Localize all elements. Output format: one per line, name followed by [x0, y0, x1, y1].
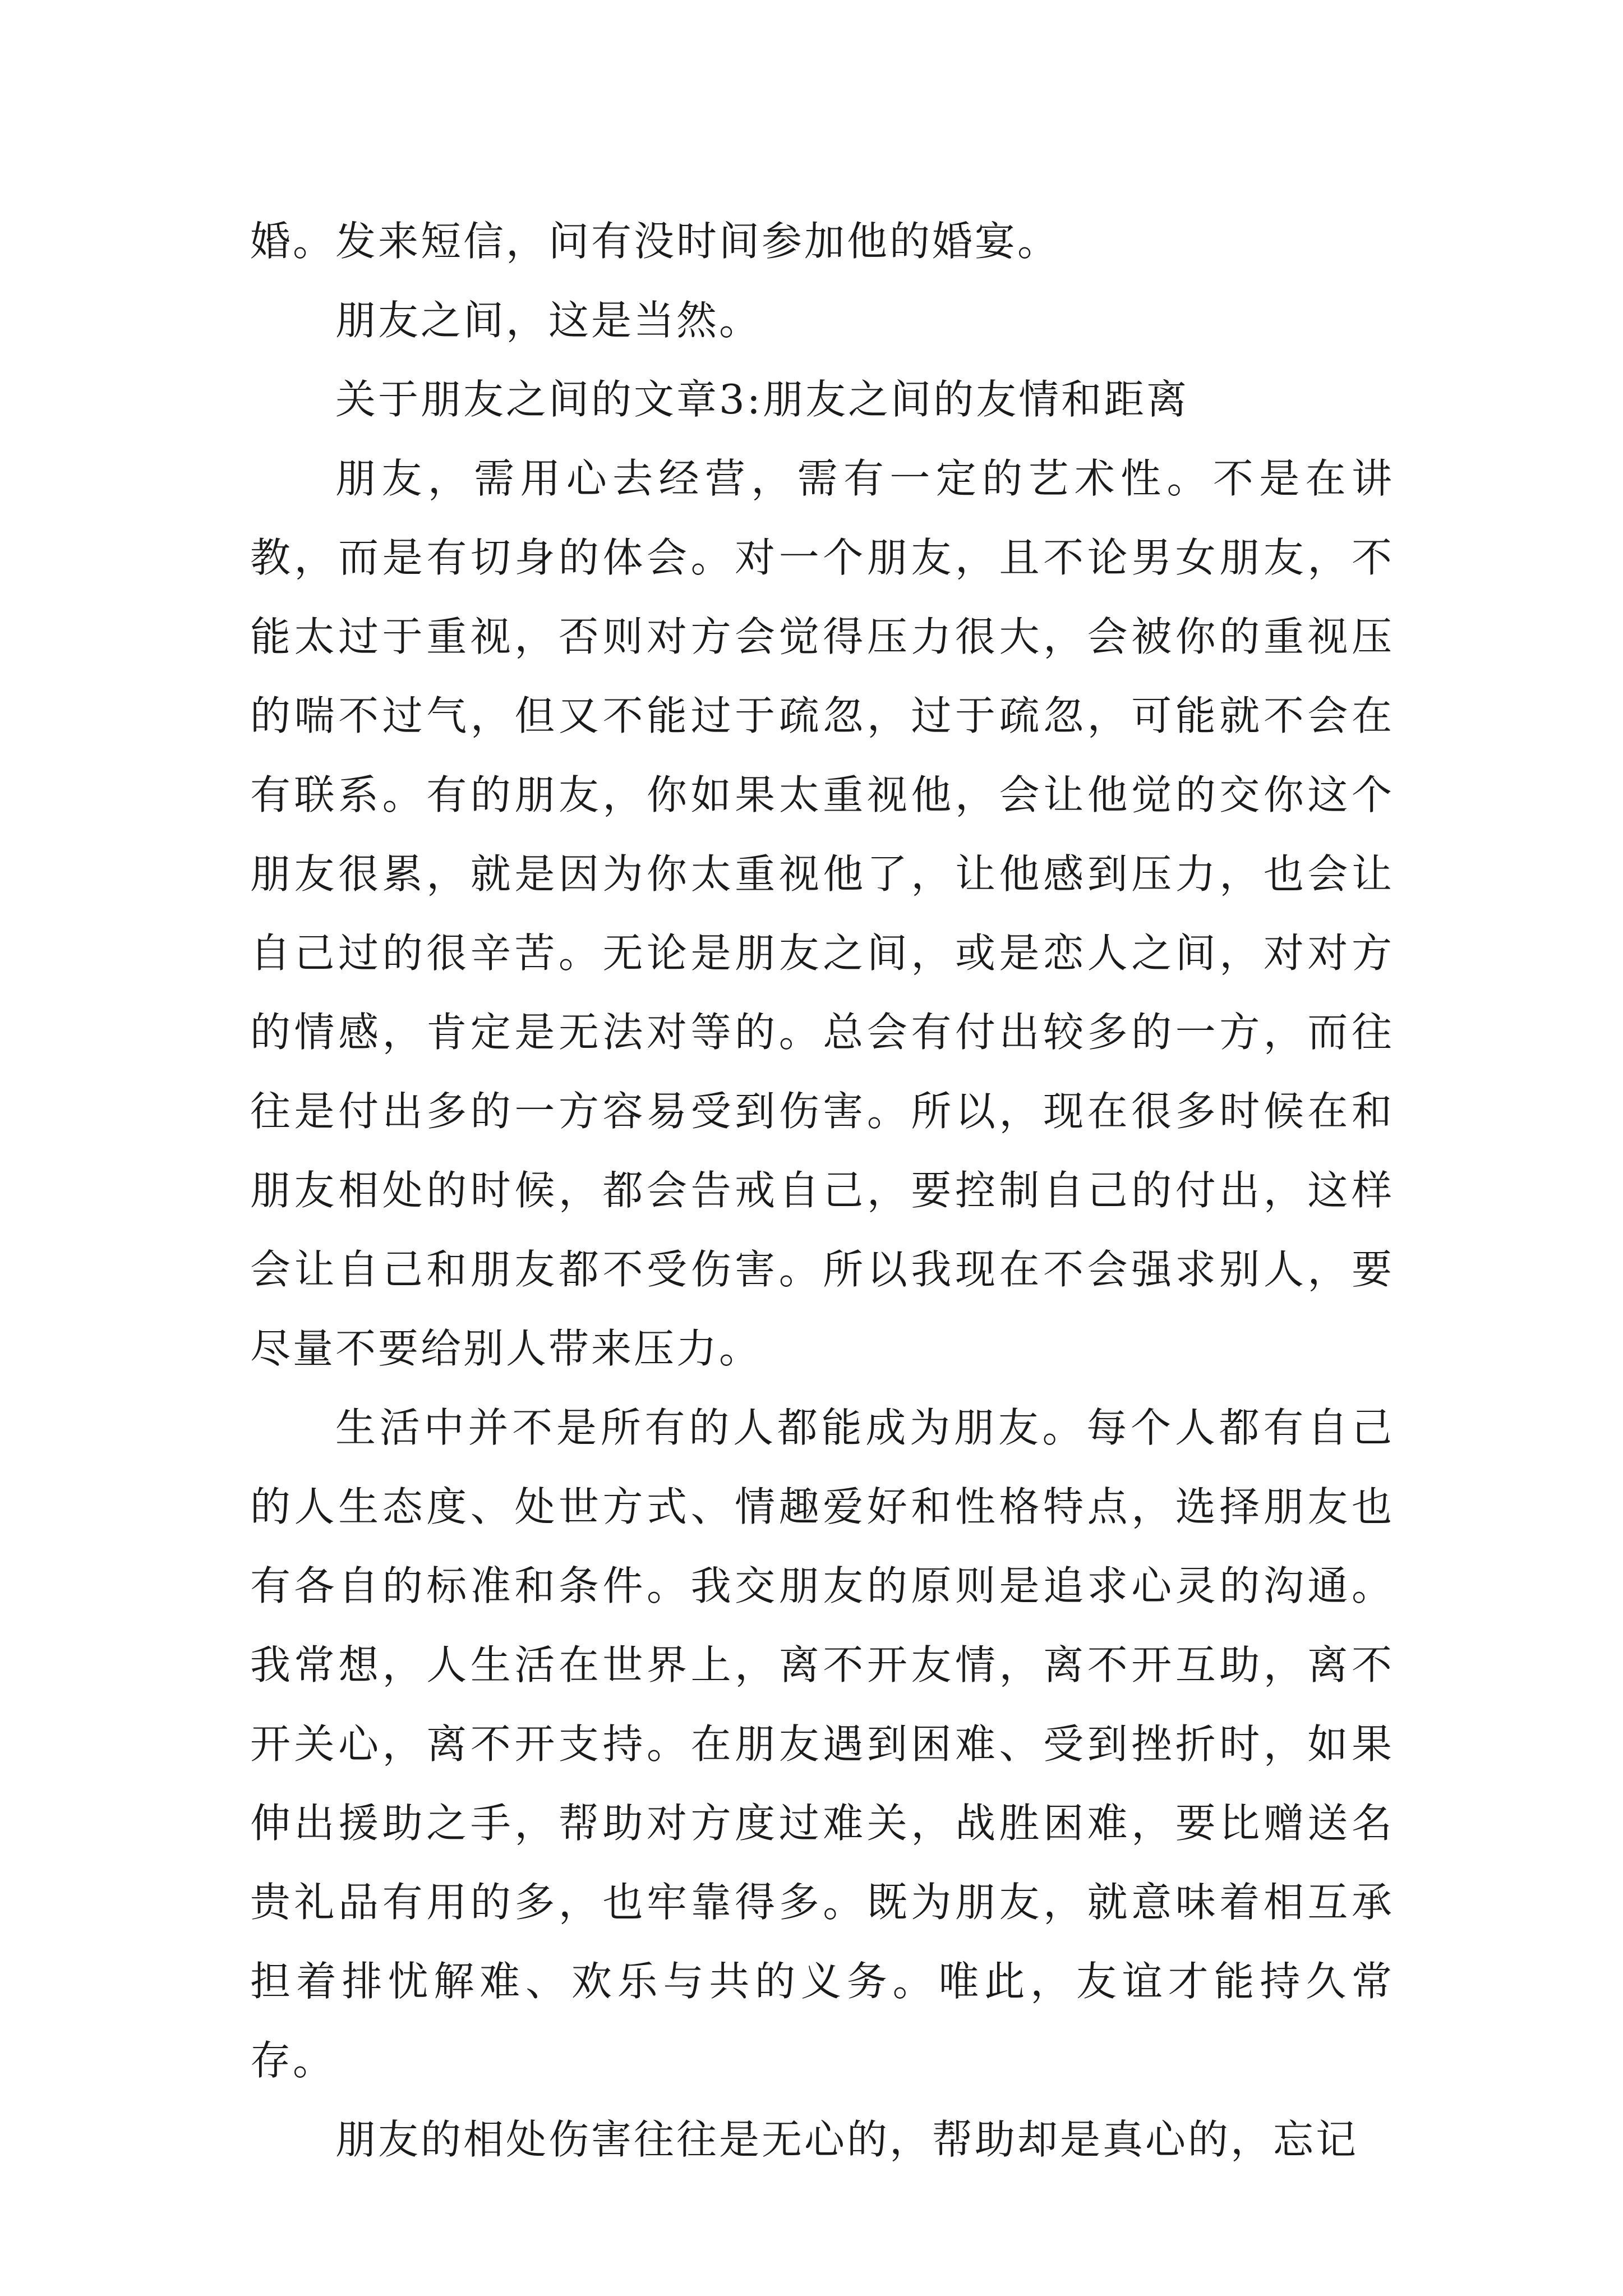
paragraph: 生活中并不是所有的人都能成为朋友。每个人都有自己的人生态度、处世方式、情趣爱好和性格特点，选择朋友也有各自的标准和条件。我交朋友的原则是追求心灵的沟通。我常想，人生活在世界上，离不开友情，离不开互助，离不开关心，离不开支持。在朋友遇到困难、受到挫折时，如果伸出援助之手，帮助对方度过难关，战胜困难，要比赠送名贵礼品有用的多，也牢靠得多。既为朋友，就意味着相互承担着排忧解难、欢乐与共的义务。唯此，友谊才能持久常存。	[250, 1404, 1394, 2084]
paragraph: 朋友，需用心去经营，需有一定的艺术性。不是在讲教，而是有切身的体会。对一个朋友，且不论男女朋友，不能太过于重视，否则对方会觉得压力很大，会被你的重视压的喘不过气，但又不能过于疏忽，过于疏忽，可能就不会在有联系。有的朋友，你如果太重视他，会让他觉的交你这个朋友很累，就是因为你太重视他了，让他感到压力，也会让自己过的很辛苦。无论是朋友之间，或是恋人之间，对对方的情感，肯定是无法对等的。总会有付出较多的一方，而往往是付出多的一方容易受到伤害。所以，现在很多时候在和朋友相处的时候，都会告戒自己，要控制自己的付出，这样会让自己和朋友都不受伤害。所以我现在不会强求别人，要尽量不要给别人带来压力。	[250, 455, 1394, 1372]
paragraph-continuation: 婚。发来短信，问有没时间参加他的婚宴。	[250, 218, 1061, 265]
document-body	[250, 202, 1394, 2179]
paragraph: 朋友的相处伤害往往是无心的，帮助却是真心的，忘记	[335, 2116, 1359, 2163]
paragraph: 朋友之间，这是当然。	[335, 297, 762, 344]
section-heading: 关于朋友之间的文章3:朋友之间的友情和距离	[335, 376, 1189, 423]
